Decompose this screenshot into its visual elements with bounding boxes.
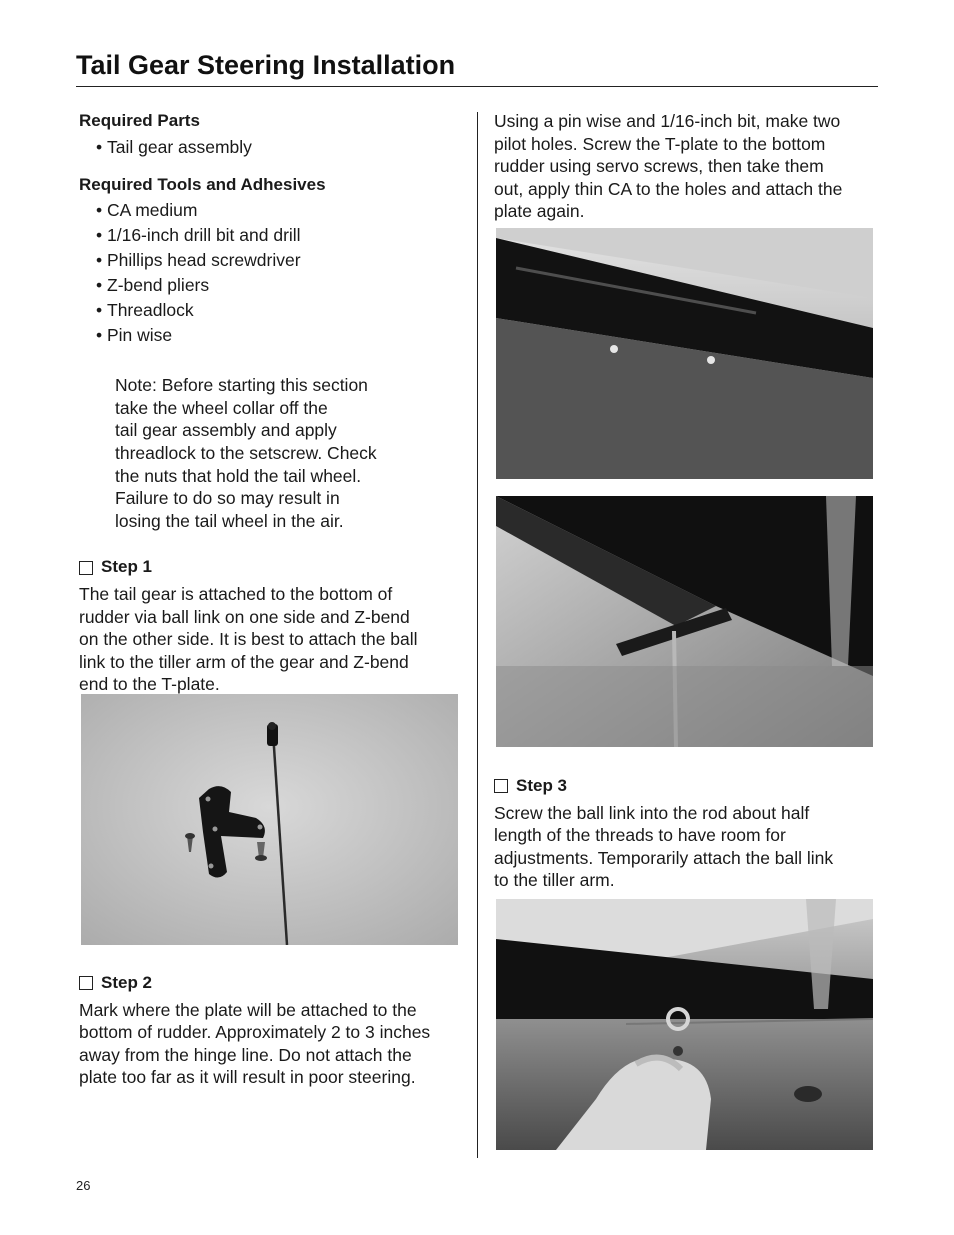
note-line: the nuts that hold the tail wheel. [115,465,362,486]
pilot-holes-photo [496,228,873,479]
note-line: tail gear assembly and apply [115,420,337,441]
page-title: Tail Gear Steering Installation [76,50,456,80]
list-item: • Z-bend pliers [96,273,464,298]
note-block [115,374,405,532]
text-line: plate again. [494,201,585,222]
step1-body [79,583,464,696]
text-line: link to the tiller arm of the gear and Z-bend [79,651,409,672]
text-line: The tail gear is attached to the bottom of [79,583,393,604]
text-line: bottom of rudder. Approximately 2 to 3 inches [79,1022,431,1043]
title-divider [76,86,878,87]
text-line: rudder via ball link on one side and Z-bend [79,606,410,627]
text-line: length of the threads to have room for [494,825,786,846]
page-number: 26 [76,1178,91,1193]
left-column [79,110,464,696]
checkbox-icon[interactable] [494,779,508,793]
text-line: plate too far as it will result in poor steering. [79,1067,416,1088]
checkbox-icon[interactable] [79,561,93,575]
text-line: adjustments. Temporarily attach the ball link [494,847,834,868]
text-line: away from the hinge line. Do not attach the [79,1044,412,1065]
step3-heading [494,775,874,798]
step1-label: Step 1 [101,557,153,577]
required-tools-list [79,198,464,348]
step3-photo [496,899,873,1150]
step2-label: Step 2 [101,973,153,992]
step1-photo [81,694,458,945]
text-line: out, apply thin CA to the holes and attach the [494,178,843,199]
required-parts-list [79,135,464,160]
checkbox-icon[interactable] [79,976,93,990]
text-line: pilot holes. Screw the T-plate to the bottom [494,133,826,154]
note-line: threadlock to the setscrew. Check [115,442,377,463]
step2-heading [79,972,464,995]
text-line: end to the T-plate. [79,674,220,695]
text-line: Screw the ball link into the rod about half [494,802,810,823]
right-column [494,110,874,223]
note-line: Failure to do so may result in [115,488,340,509]
list-item: • Phillips head screwdriver [96,248,464,273]
list-item: • Tail gear assembly [96,135,464,160]
required-parts-heading: Required Parts [79,111,200,130]
list-item: • Pin wise [96,323,464,348]
required-tools-heading: Required Tools and Adhesives [79,174,326,194]
step2-section [79,972,464,1089]
list-item: • 1/16-inch drill bit and drill [96,223,464,248]
step3-body [494,802,874,892]
tplate-attached-photo [496,496,873,747]
step1-heading [79,556,464,579]
note-line: losing the tail wheel in the air. [115,510,344,531]
text-line: to the tiller arm. [494,870,615,891]
text-line: Using a pin wise and 1/16-inch bit, make two [494,111,841,131]
list-item: • Threadlock [96,298,464,323]
step3-label: Step 3 [516,776,568,795]
text-line: on the other side. It is best to attach the ball [79,629,418,650]
step3-section [494,775,874,892]
note-line: Note: Before starting this section [115,375,368,396]
text-line: rudder using servo screws, then take them [494,156,824,177]
text-line: Mark where the plate will be attached to the [79,999,417,1020]
step2-body [79,999,464,1089]
note-line: take the wheel collar off the [115,397,328,418]
column-divider [477,112,478,1158]
intro-text [494,110,874,223]
list-item: • CA medium [96,198,464,223]
